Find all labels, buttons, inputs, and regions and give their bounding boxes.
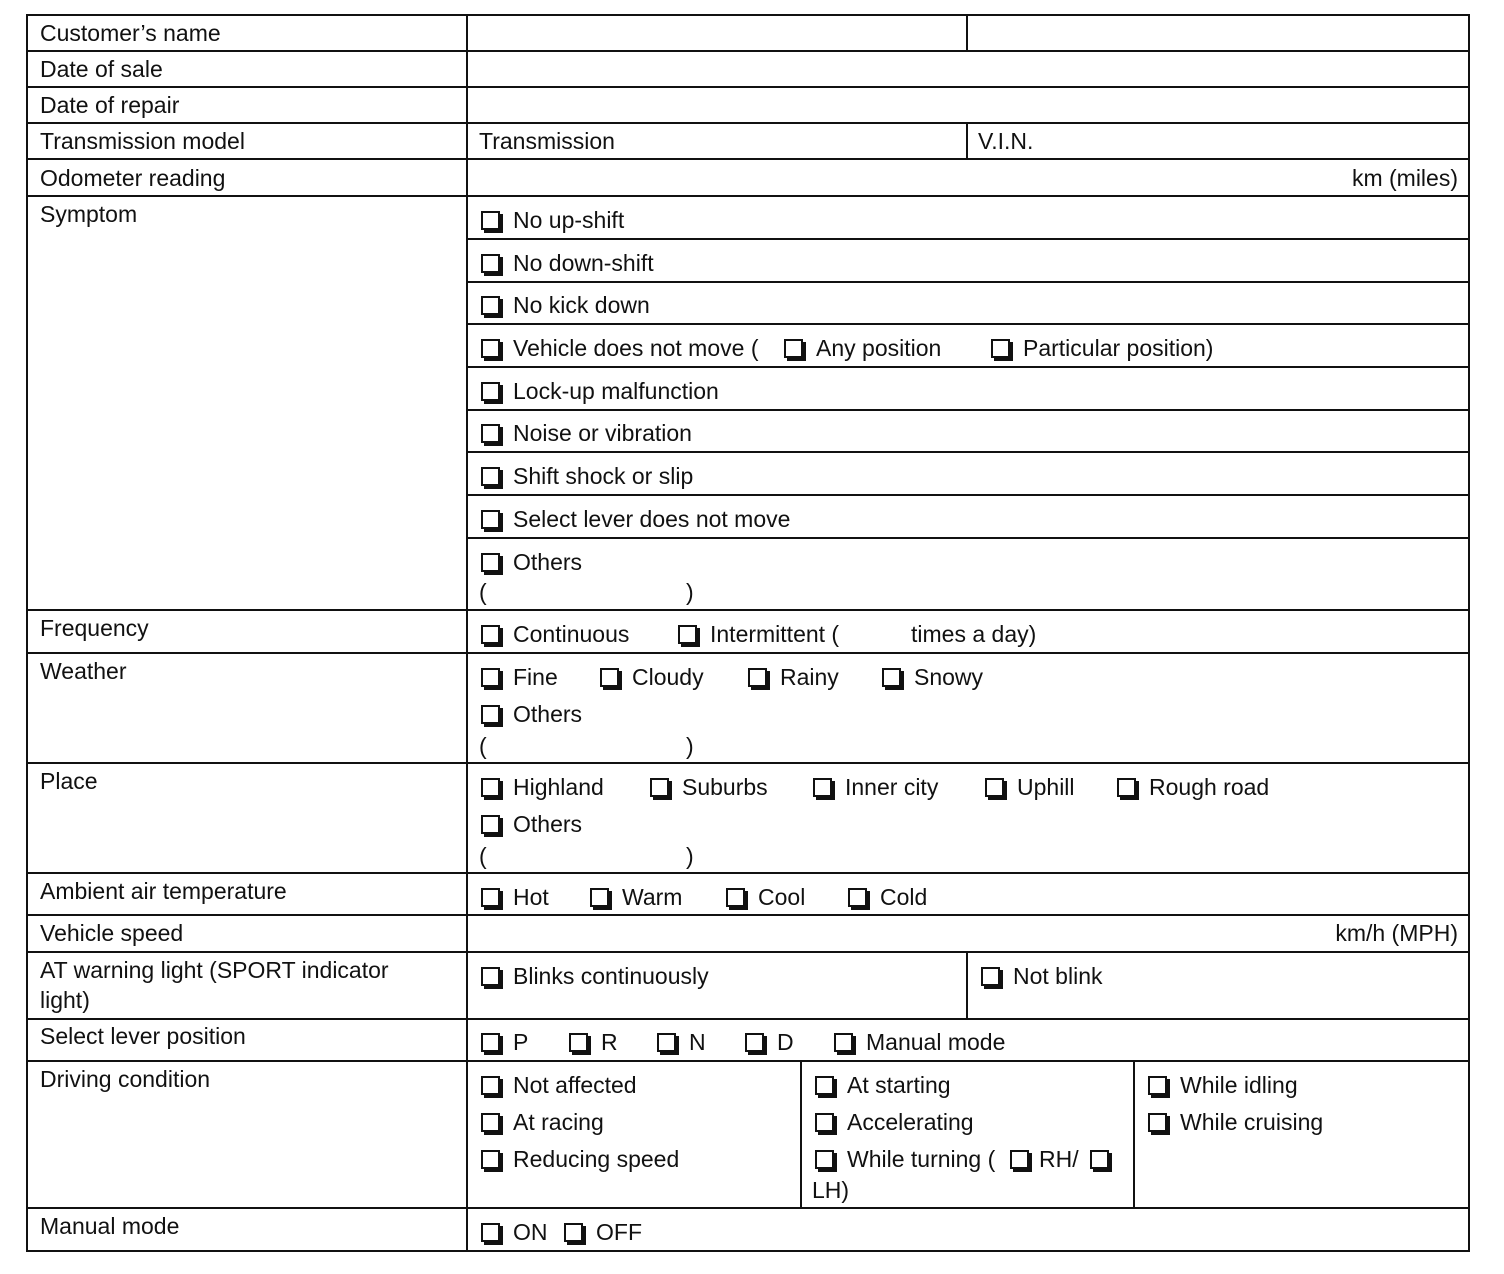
driving-turning-rh[interactable]: RH/ bbox=[1010, 1146, 1079, 1172]
date-of-sale-label: Date of sale bbox=[40, 56, 163, 82]
symptom-others-paren-close: ) bbox=[686, 579, 694, 605]
checkbox[interactable] bbox=[481, 705, 500, 724]
checkbox[interactable] bbox=[813, 778, 832, 797]
driving-while-turning[interactable]: While turning ( bbox=[815, 1146, 995, 1172]
checkbox[interactable] bbox=[748, 668, 767, 687]
symptom-divider bbox=[467, 323, 1468, 325]
driving-while-idling[interactable]: While idling bbox=[1148, 1072, 1298, 1098]
symptom-divider bbox=[467, 409, 1468, 411]
row-divider bbox=[28, 1018, 1468, 1020]
symptom-no-up-shift[interactable]: No up-shift bbox=[481, 207, 624, 233]
checkbox[interactable] bbox=[481, 1076, 500, 1095]
symptom-particular-position[interactable]: Particular position) bbox=[991, 335, 1213, 361]
column-divider bbox=[966, 122, 968, 159]
customer-name-label: Customer’s name bbox=[40, 20, 221, 46]
driving-condition-label: Driving condition bbox=[40, 1066, 211, 1092]
place-others[interactable]: Others bbox=[481, 811, 582, 837]
row-divider bbox=[28, 1207, 1468, 1209]
symptom-divider bbox=[467, 494, 1468, 496]
driving-turning-lh-box[interactable] bbox=[1090, 1146, 1109, 1172]
row-divider bbox=[28, 122, 1468, 124]
manual-mode-label: Manual mode bbox=[40, 1213, 180, 1239]
column-divider bbox=[966, 951, 968, 1018]
symptom-no-kick-down[interactable]: No kick down bbox=[481, 292, 650, 318]
checkbox[interactable] bbox=[481, 553, 500, 572]
symptom-vehicle-does-not-move[interactable]: Vehicle does not move ( bbox=[481, 335, 758, 361]
checkbox[interactable] bbox=[657, 1033, 676, 1052]
lever-r[interactable]: R bbox=[569, 1029, 618, 1055]
symptom-lock-up-malfunction[interactable]: Lock-up malfunction bbox=[481, 378, 719, 404]
checkbox[interactable] bbox=[882, 668, 901, 687]
row-divider bbox=[28, 872, 1468, 874]
driving-not-affected[interactable]: Not affected bbox=[481, 1072, 637, 1098]
symptom-divider bbox=[467, 537, 1468, 539]
column-divider bbox=[800, 1060, 802, 1207]
checkbox[interactable] bbox=[678, 625, 697, 644]
select-lever-position-label: Select lever position bbox=[40, 1023, 246, 1049]
column-divider bbox=[966, 16, 968, 50]
checkbox[interactable] bbox=[481, 668, 500, 687]
checkbox[interactable] bbox=[481, 1150, 500, 1169]
temperature-hot[interactable]: Hot bbox=[481, 884, 549, 910]
warning-blinks-continuously[interactable]: Blinks continuously bbox=[481, 963, 709, 989]
frequency-continuous[interactable]: Continuous bbox=[481, 621, 629, 647]
checkbox[interactable] bbox=[481, 778, 500, 797]
checkbox[interactable] bbox=[745, 1033, 764, 1052]
lever-n[interactable]: N bbox=[657, 1029, 706, 1055]
row-divider bbox=[28, 609, 1468, 611]
driving-reducing-speed[interactable]: Reducing speed bbox=[481, 1146, 679, 1172]
checkbox[interactable] bbox=[815, 1076, 834, 1095]
warning-not-blink[interactable]: Not blink bbox=[981, 963, 1102, 989]
symptom-any-position[interactable]: Any position bbox=[784, 335, 941, 361]
checkbox[interactable] bbox=[834, 1033, 853, 1052]
checkbox[interactable] bbox=[481, 467, 500, 486]
transmission-field-label: Transmission bbox=[479, 128, 615, 154]
checkbox[interactable] bbox=[991, 339, 1010, 358]
checkbox[interactable] bbox=[481, 888, 500, 907]
checkbox[interactable] bbox=[985, 778, 1004, 797]
checkbox[interactable] bbox=[569, 1033, 588, 1052]
checkbox[interactable] bbox=[481, 211, 500, 230]
checkbox[interactable] bbox=[481, 424, 500, 443]
column-divider bbox=[1133, 1060, 1135, 1207]
row-divider bbox=[28, 914, 1468, 916]
label-column-divider bbox=[466, 16, 468, 1250]
temperature-warm[interactable]: Warm bbox=[590, 884, 682, 910]
symptom-others[interactable]: Others bbox=[481, 549, 582, 575]
driving-at-starting[interactable]: At starting bbox=[815, 1072, 951, 1098]
weather-snowy[interactable]: Snowy bbox=[882, 664, 983, 690]
checkbox[interactable] bbox=[481, 254, 500, 273]
ambient-air-temperature-label: Ambient air temperature bbox=[40, 878, 287, 904]
checkbox[interactable] bbox=[481, 296, 500, 315]
symptom-others-paren-open: ( bbox=[479, 579, 487, 605]
vin-field-label: V.I.N. bbox=[978, 128, 1034, 154]
speed-unit: km/h (MPH) bbox=[1335, 920, 1458, 946]
checkbox[interactable] bbox=[481, 382, 500, 401]
checkbox[interactable] bbox=[815, 1113, 834, 1132]
symptom-label: Symptom bbox=[40, 201, 138, 227]
row-divider bbox=[28, 86, 1468, 88]
weather-others-paren-open: ( bbox=[479, 733, 487, 759]
checkbox[interactable] bbox=[1117, 778, 1136, 797]
checkbox[interactable] bbox=[481, 1033, 500, 1052]
checkbox[interactable] bbox=[481, 510, 500, 529]
manual-off[interactable]: OFF bbox=[564, 1219, 642, 1245]
symptom-no-down-shift[interactable]: No down-shift bbox=[481, 250, 654, 276]
diagnostic-worksheet bbox=[26, 14, 1470, 1252]
symptom-divider bbox=[467, 451, 1468, 453]
checkbox[interactable] bbox=[784, 339, 803, 358]
driving-accelerating[interactable]: Accelerating bbox=[815, 1109, 974, 1135]
frequency-times-a-day: times a day) bbox=[911, 621, 1037, 647]
place-rough-road[interactable]: Rough road bbox=[1117, 774, 1269, 800]
driving-while-cruising[interactable]: While cruising bbox=[1148, 1109, 1323, 1135]
checkbox[interactable] bbox=[481, 1223, 500, 1242]
at-warning-light-label: AT warning light (SPORT indicator light) bbox=[40, 957, 389, 1013]
checkbox[interactable] bbox=[1010, 1150, 1029, 1169]
checkbox[interactable] bbox=[1148, 1113, 1167, 1132]
weather-rainy[interactable]: Rainy bbox=[748, 664, 839, 690]
place-inner-city[interactable]: Inner city bbox=[813, 774, 938, 800]
driving-at-racing[interactable]: At racing bbox=[481, 1109, 604, 1135]
checkbox[interactable] bbox=[590, 888, 609, 907]
vehicle-speed-label: Vehicle speed bbox=[40, 920, 184, 946]
manual-on[interactable]: ON bbox=[481, 1219, 548, 1245]
row-divider bbox=[28, 1060, 1468, 1062]
symptom-select-lever-does-not-move[interactable]: Select lever does not move bbox=[481, 506, 790, 532]
weather-others[interactable]: Others bbox=[481, 701, 582, 727]
weather-cloudy[interactable]: Cloudy bbox=[600, 664, 704, 690]
lever-d[interactable]: D bbox=[745, 1029, 794, 1055]
row-divider bbox=[28, 652, 1468, 654]
frequency-intermittent[interactable]: Intermittent ( bbox=[678, 621, 839, 647]
weather-others-paren-close: ) bbox=[686, 733, 694, 759]
checkbox[interactable] bbox=[815, 1150, 834, 1169]
frequency-label: Frequency bbox=[40, 615, 149, 641]
checkbox[interactable] bbox=[481, 1113, 500, 1132]
checkbox[interactable] bbox=[481, 815, 500, 834]
weather-fine[interactable]: Fine bbox=[481, 664, 558, 690]
place-others-paren-open: ( bbox=[479, 843, 487, 869]
symptom-noise-or-vibration[interactable]: Noise or vibration bbox=[481, 420, 692, 446]
driving-turning-lh-label: LH) bbox=[812, 1177, 850, 1203]
checkbox[interactable] bbox=[481, 625, 500, 644]
date-of-repair-label: Date of repair bbox=[40, 92, 180, 118]
checkbox[interactable] bbox=[981, 967, 1000, 986]
checkbox[interactable] bbox=[481, 967, 500, 986]
temperature-cold[interactable]: Cold bbox=[848, 884, 927, 910]
place-others-paren-close: ) bbox=[686, 843, 694, 869]
lever-p[interactable]: P bbox=[481, 1029, 528, 1055]
place-label: Place bbox=[40, 768, 98, 794]
lever-manual-mode[interactable]: Manual mode bbox=[834, 1029, 1005, 1055]
row-divider bbox=[28, 951, 1468, 953]
checkbox[interactable] bbox=[650, 778, 669, 797]
checkbox[interactable] bbox=[481, 339, 500, 358]
row-divider bbox=[28, 158, 1468, 160]
place-suburbs[interactable]: Suburbs bbox=[650, 774, 768, 800]
place-highland[interactable]: Highland bbox=[481, 774, 604, 800]
symptom-divider bbox=[467, 238, 1468, 240]
checkbox[interactable] bbox=[1148, 1076, 1167, 1095]
symptom-divider bbox=[467, 366, 1468, 368]
checkbox[interactable] bbox=[600, 668, 619, 687]
place-uphill[interactable]: Uphill bbox=[985, 774, 1075, 800]
checkbox[interactable] bbox=[726, 888, 745, 907]
temperature-cool[interactable]: Cool bbox=[726, 884, 805, 910]
checkbox[interactable] bbox=[848, 888, 867, 907]
checkbox[interactable] bbox=[564, 1223, 583, 1242]
odometer-unit: km (miles) bbox=[1351, 165, 1458, 191]
odometer-reading-label: Odometer reading bbox=[40, 165, 226, 191]
checkbox[interactable] bbox=[1090, 1150, 1109, 1169]
symptom-divider bbox=[467, 281, 1468, 283]
transmission-model-label: Transmission model bbox=[40, 128, 245, 154]
symptom-shift-shock-or-slip[interactable]: Shift shock or slip bbox=[481, 463, 693, 489]
weather-label: Weather bbox=[40, 658, 127, 684]
row-divider bbox=[28, 762, 1468, 764]
row-divider bbox=[28, 50, 1468, 52]
row-divider bbox=[28, 195, 1468, 197]
